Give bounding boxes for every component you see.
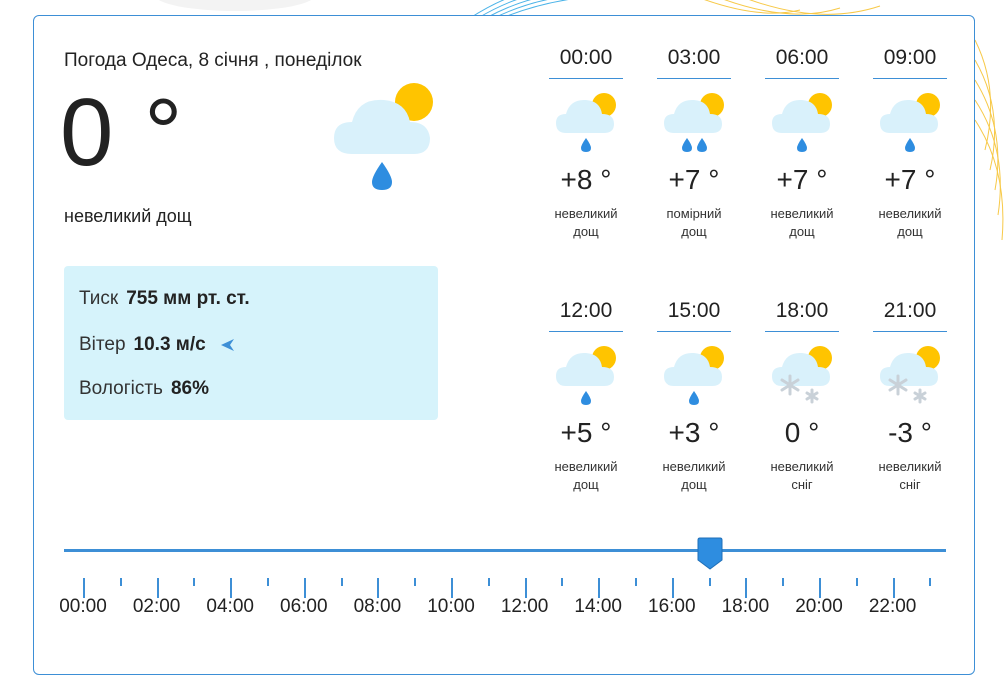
hour-condition [657,458,731,494]
tick-major [83,578,85,598]
timeline-label[interactable]: 14:00 [574,596,622,617]
timeline-label[interactable]: 16:00 [648,596,696,617]
timeline-label[interactable]: 02:00 [132,596,181,617]
hour-condition [549,205,623,241]
hour-condition [873,458,947,494]
hour-condition-line2: дощ [573,224,599,239]
hour-condition-line2: дощ [573,477,599,492]
hour-temperature: +7 ° [776,164,828,195]
timeline-label[interactable]: 20:00 [795,596,843,617]
timeline-label[interactable]: 08:00 [353,596,402,617]
hour-temperature: +7 ° [884,164,936,195]
hour-forecast-0000 [549,46,623,241]
tick-minor [341,578,343,586]
hour-temperature: +8 ° [560,164,612,195]
pressure-label: Тиск [79,288,119,309]
city-date-title: Погода Одеса, 8 січня , понеділок [64,50,362,71]
hour-forecast-1200 [549,299,623,494]
time-slider[interactable] [59,536,946,636]
tick-minor [561,578,563,586]
tick-minor [856,578,858,586]
current-condition: невеликий дощ [64,206,192,226]
hour-forecast-0900 [873,46,947,241]
humidity-label: Вологість [79,378,163,399]
tick-minor [120,578,122,586]
hour-time: 03:00 [657,46,731,79]
timeline-label[interactable]: 22:00 [868,596,917,617]
hour-temperature: -3 ° [888,417,932,448]
hour-forecast-0300 [657,46,731,241]
timeline-label[interactable]: 06:00 [280,596,328,617]
tick-major [745,578,747,598]
tick-minor [929,578,931,586]
hour-condition-line1: невеликий [662,459,726,474]
tick-minor [193,578,195,586]
cloud-sun-snow-icon [770,342,834,406]
cloud-sun-rain-icon [662,342,726,406]
hour-condition-line1: невеликий [878,459,942,474]
wind-label: Вітер [79,334,126,355]
humidity-value: 86% [170,378,209,399]
tick-major [672,578,674,598]
hour-time: 18:00 [765,299,839,332]
wind-row [79,334,235,356]
hour-time: 09:00 [873,46,947,79]
hour-condition-line1: невеликий [878,206,942,221]
tick-minor [488,578,490,586]
tick-major [893,578,895,598]
pressure-value: 755 мм рт. ст. [126,288,250,309]
wind-direction-arrow-icon [219,338,235,352]
tick-major [157,578,159,598]
tick-minor [267,578,269,586]
hour-temperature: +3 ° [668,417,720,448]
tick-minor [709,578,711,586]
hour-condition-line1: невеликий [554,459,618,474]
hour-time: 06:00 [765,46,839,79]
hour-condition-line1: невеликий [770,206,834,221]
current-temperature: 0 ° [60,79,185,186]
hour-condition-line1: помірний [666,206,722,221]
hour-condition [549,458,623,494]
timeline-label[interactable]: 04:00 [206,596,254,617]
humidity-row [79,378,209,400]
hour-condition-line2: дощ [681,477,707,492]
hour-condition-line2: дощ [681,224,707,239]
hour-forecast-0600 [765,46,839,241]
hour-time: 15:00 [657,299,731,332]
hour-condition-line2: дощ [897,224,923,239]
cloud-sun-rain-icon [662,89,726,153]
hour-time: 21:00 [873,299,947,332]
hour-temperature: +5 ° [560,417,612,448]
tick-major [525,578,527,598]
hour-temperature: 0 ° [784,417,820,448]
tick-minor [414,578,416,586]
hour-condition [765,458,839,494]
hour-forecast-2100 [873,299,947,494]
hour-time: 12:00 [549,299,623,332]
timeline-label[interactable]: 10:00 [427,596,475,617]
tick-major [377,578,379,598]
slider-track[interactable] [64,549,946,552]
cloud-sun-rain-icon [770,89,834,153]
timeline-label[interactable]: 18:00 [721,596,770,617]
tick-major [304,578,306,598]
hour-temperature: +7 ° [668,164,720,195]
hour-condition-line2: сніг [899,477,921,492]
wind-value: 10.3 м/с [133,334,206,355]
cloud-sun-rain-icon [554,342,618,406]
tick-minor [635,578,637,586]
weather-card [33,15,975,675]
timeline-label[interactable]: 12:00 [500,596,549,617]
hour-condition-line2: сніг [791,477,813,492]
timeline-label[interactable]: 00:00 [59,596,107,617]
tick-major [819,578,821,598]
hour-condition [657,205,731,241]
cloud-sun-rain-icon [330,80,442,192]
hour-forecast-1500 [657,299,731,494]
cloud-sun-snow-icon [878,342,942,406]
hour-time: 00:00 [549,46,623,79]
hour-condition [873,205,947,241]
slider-thumb[interactable] [697,536,723,570]
tick-major [230,578,232,598]
tick-major [451,578,453,598]
hour-condition-line1: невеликий [554,206,618,221]
pressure-row [79,288,250,310]
cloud-sun-rain-icon [554,89,618,153]
tick-minor [782,578,784,586]
hour-condition-line2: дощ [789,224,815,239]
details-panel [64,266,438,420]
hour-condition [765,205,839,241]
hour-condition-line1: невеликий [770,459,834,474]
hour-forecast-1800 [765,299,839,494]
cloud-sun-rain-icon [878,89,942,153]
tick-major [598,578,600,598]
